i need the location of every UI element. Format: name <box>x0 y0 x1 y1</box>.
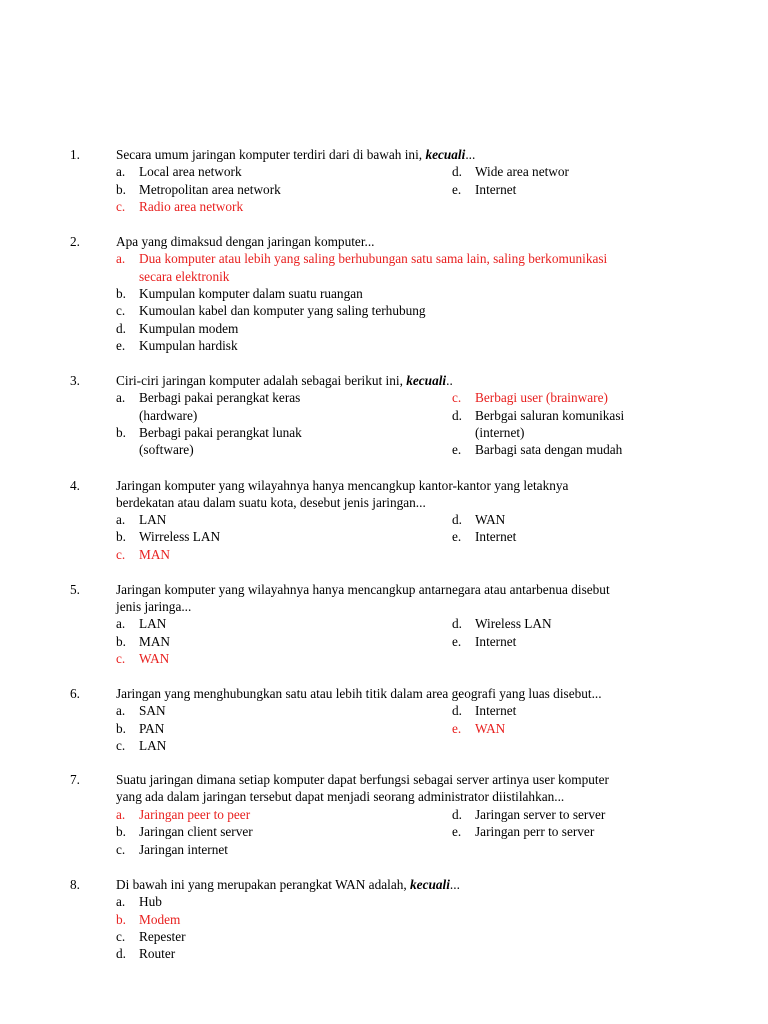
option-b-continuation: (software) <box>139 442 194 457</box>
question-number: 4. <box>70 478 80 493</box>
question-stem-line2: yang ada dalam jaringan tersebut dapat menjadi seorang administrator diistilahkan... <box>116 789 565 804</box>
question-stem-line2: berdekatan atau dalam suatu kota, desebut jenis jaringan... <box>116 495 426 510</box>
option-a-continuation: secara elektronik <box>139 269 230 284</box>
question-number: 7. <box>70 772 80 787</box>
question-number: 8. <box>70 877 80 892</box>
question-stem: Jaringan komputer yang wilayahnya hanya mencangkup kantor-kantor yang letaknya <box>116 478 569 493</box>
question-number: 6. <box>70 686 80 701</box>
question-number: 3. <box>70 373 80 388</box>
question-stem: Di bawah ini yang merupakan perangkat WAN adalah, kecuali... <box>116 877 460 892</box>
option-a-continuation: (hardware) <box>139 408 198 423</box>
question-number: 5. <box>70 582 80 597</box>
quiz-page: 1. Secara umum jaringan komputer terdiri dari di bawah ini, kecuali... a. Local area network b. Metropolitan area network c. Radio area network d. Wide area networ e. Internet 2. Apa yang dimaksud dengan jaringan komputer... a. Dua komputer atau lebih yang saling berhubungan satu sama lain, saling berkomunikasi secara elektronik b. Kumpulan komputer dalam suatu ruangan c. Kumoulan kabel dan komputer yang saling terhubung d. Kumpulan modem e. Kumpulan hardisk 3. Ciri-ciri jaringan komputer adalah sebagai berikut ini, kecuali.. a. Berbagi pakai perangkat keras (hardware) b. Berbagi pakai perangkat lunak (software) c. Berbagi user (brainware) d. Berbgai saluran komunikasi (internet) e. Barbagi sata dengan mudah 4. Jaringan komputer yang wilayahnya hanya mencangkup kantor-kantor yang letaknya berdekatan atau dalam suatu kota, desebut jenis jaringan... a. LAN b. Wirreless LAN c. MAN d. WAN e. Internet 5. Jaringan komputer yang wilayahnya hanya mencangkup antarnegara atau antarbenua disebut jenis jaringa... a. LAN b. MAN c. WAN d. Wireless LAN e. Internet 6. Jaringan yang menghubungkan satu atau lebih titik dalam area geografi yang luas disebut... a. SAN b. PAN c. LAN d. Internet e. WAN 7. Suatu jaringan dimana setiap komputer dapat berfungsi sebagai server artinya user komputer yang ada dalam jaringan tersebut dapat menjadi seorang administrator diistilahkan... a. Jaringan peer to peer b. Jaringan client server c. Jaringan internet d. Jaringan server to server e. Jaringan perr to server 8. Di bawah ini yang merupakan perangkat WAN adalah, kecuali... a. Hub b. Modem c. Repester d. Router <box>70 147 625 961</box>
option-d-continuation: (internet) <box>475 425 525 440</box>
question-stem: Jaringan komputer yang wilayahnya hanya mencangkup antarnegara atau antarbenua disebut <box>116 582 610 597</box>
question-number: 1. <box>70 147 80 162</box>
question-stem: Suatu jaringan dimana setiap komputer dapat berfungsi sebagai server artinya user komputer <box>116 772 609 787</box>
question-stem-line2: jenis jaringa... <box>116 599 192 614</box>
question-stem: Jaringan yang menghubungkan satu atau lebih titik dalam area geografi yang luas disebut... <box>116 686 602 701</box>
question-number: 2. <box>70 234 80 249</box>
question-stem: Ciri-ciri jaringan komputer adalah sebagai berikut ini, kecuali.. <box>116 373 453 388</box>
question-stem: Secara umum jaringan komputer terdiri dari di bawah ini, kecuali... <box>116 147 476 162</box>
question-stem: Apa yang dimaksud dengan jaringan komputer... <box>116 234 375 249</box>
